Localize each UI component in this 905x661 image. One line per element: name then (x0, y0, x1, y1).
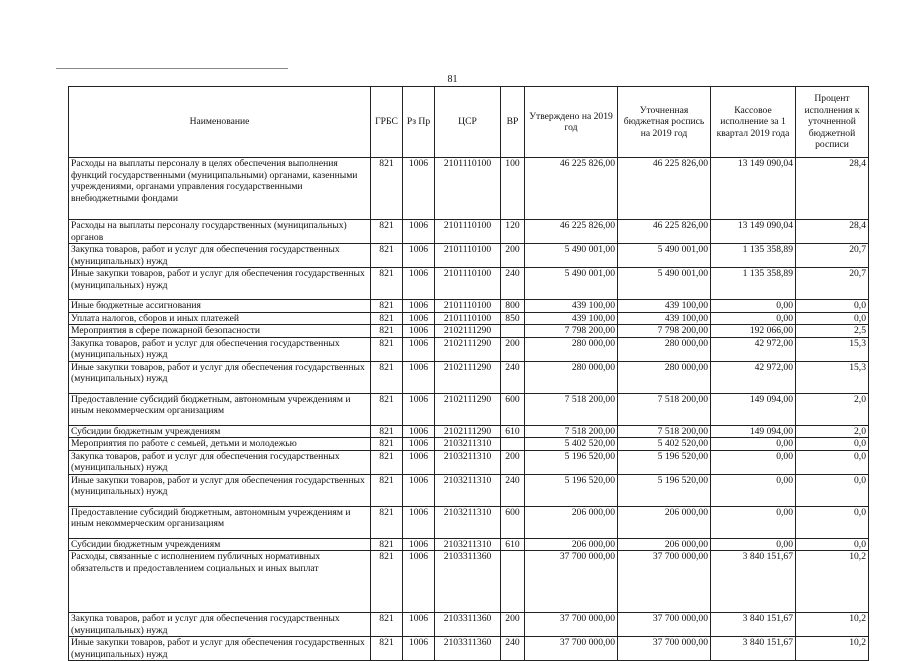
cell-csr: 2103211310 (435, 474, 501, 506)
table-row (69, 268, 869, 300)
cell-rzpr: 1006 (403, 613, 435, 637)
cell-grbs: 821 (371, 637, 403, 661)
cell-name: Иные закупки товаров, работ и услуг для обеспечения государственных (муниципальных) нужд (69, 268, 371, 300)
cell-refined: 5 490 001,00 (618, 244, 711, 268)
cell-refined: 439 100,00 (618, 300, 711, 313)
cell-percent: 2,0 (796, 425, 869, 438)
cell-grbs: 821 (371, 337, 403, 361)
cell-grbs: 821 (371, 393, 403, 425)
cell-vr: 200 (501, 244, 525, 268)
cell-rzpr: 1006 (403, 158, 435, 220)
cell-rzpr: 1006 (403, 244, 435, 268)
cell-grbs: 821 (371, 268, 403, 300)
cell-percent: 0,0 (796, 450, 869, 474)
cell-csr: 2101110100 (435, 312, 501, 325)
header-percent: Процент исполнения к уточненной бюджетной росписи (796, 87, 869, 158)
cell-grbs: 821 (371, 450, 403, 474)
cell-vr: 850 (501, 312, 525, 325)
cell-vr (501, 325, 525, 338)
cell-approved: 206 000,00 (525, 538, 618, 551)
cell-percent: 0,0 (796, 474, 869, 506)
cell-rzpr: 1006 (403, 506, 435, 538)
cell-percent: 0,0 (796, 300, 869, 313)
cell-cash: 42 972,00 (711, 337, 796, 361)
cell-cash: 0,00 (711, 538, 796, 551)
table-row (69, 613, 869, 637)
cell-name: Мероприятия по работе с семьей, детьми и молодежью (69, 438, 371, 451)
cell-cash: 13 149 090,04 (711, 158, 796, 220)
cell-percent: 28,4 (796, 220, 869, 244)
cell-name: Иные бюджетные ассигнования (69, 300, 371, 313)
cell-percent: 10,2 (796, 551, 869, 613)
cell-name: Расходы, связанные с исполнением публичных нормативных обязательств и предоставлением социальных и иных выплат (69, 551, 371, 613)
cell-refined: 5 196 520,00 (618, 450, 711, 474)
cell-rzpr: 1006 (403, 361, 435, 393)
cell-percent: 2,5 (796, 325, 869, 338)
cell-approved: 46 225 826,00 (525, 158, 618, 220)
cell-rzpr: 1006 (403, 220, 435, 244)
cell-approved: 37 700 000,00 (525, 613, 618, 637)
cell-approved: 5 490 001,00 (525, 268, 618, 300)
cell-approved: 5 402 520,00 (525, 438, 618, 451)
cell-refined: 5 402 520,00 (618, 438, 711, 451)
cell-name: Закупка товаров, работ и услуг для обеспечения государственных (муниципальных) нужд (69, 337, 371, 361)
cell-approved: 5 196 520,00 (525, 450, 618, 474)
cell-approved: 206 000,00 (525, 506, 618, 538)
cell-cash: 1 135 358,89 (711, 268, 796, 300)
cell-csr: 2101110100 (435, 158, 501, 220)
cell-refined: 206 000,00 (618, 538, 711, 551)
cell-percent: 2,0 (796, 393, 869, 425)
cell-name: Закупка товаров, работ и услуг для обеспечения государственных (муниципальных) нужд (69, 244, 371, 268)
cell-approved: 37 700 000,00 (525, 637, 618, 661)
cell-rzpr: 1006 (403, 438, 435, 451)
cell-approved: 7 798 200,00 (525, 325, 618, 338)
cell-percent: 10,2 (796, 637, 869, 661)
header-vr: ВР (501, 87, 525, 158)
cell-approved: 439 100,00 (525, 312, 618, 325)
table-row (69, 551, 869, 613)
cell-rzpr: 1006 (403, 300, 435, 313)
cell-csr: 2103311360 (435, 613, 501, 637)
cell-cash: 3 840 151,67 (711, 637, 796, 661)
cell-csr: 2102111290 (435, 425, 501, 438)
cell-percent: 10,2 (796, 613, 869, 637)
cell-cash: 0,00 (711, 312, 796, 325)
cell-csr: 2102111290 (435, 325, 501, 338)
cell-name: Предоставление субсидий бюджетным, автономным учреждениям и иным некоммерческим организациям (69, 506, 371, 538)
cell-csr: 2102111290 (435, 361, 501, 393)
header-refined: Уточненная бюджетная роспись на 2019 год (618, 87, 711, 158)
cell-refined: 7 518 200,00 (618, 425, 711, 438)
cell-rzpr: 1006 (403, 337, 435, 361)
table-row (69, 425, 869, 438)
cell-vr: 610 (501, 538, 525, 551)
cell-grbs: 821 (371, 312, 403, 325)
cell-rzpr: 1006 (403, 268, 435, 300)
cell-name: Закупка товаров, работ и услуг для обеспечения государственных (муниципальных) нужд (69, 613, 371, 637)
cell-name: Мероприятия в сфере пожарной безопасности (69, 325, 371, 338)
cell-approved: 5 490 001,00 (525, 244, 618, 268)
cell-approved: 7 518 200,00 (525, 425, 618, 438)
cell-percent: 20,7 (796, 268, 869, 300)
cell-grbs: 821 (371, 538, 403, 551)
table-row (69, 300, 869, 313)
cell-percent: 0,0 (796, 312, 869, 325)
header-csr: ЦСР (435, 87, 501, 158)
table-row (69, 337, 869, 361)
cell-vr (501, 438, 525, 451)
cell-csr: 2103211310 (435, 438, 501, 451)
cell-refined: 439 100,00 (618, 312, 711, 325)
cell-cash: 3 840 151,67 (711, 551, 796, 613)
cell-csr: 2101110100 (435, 220, 501, 244)
cell-vr: 240 (501, 361, 525, 393)
cell-vr: 240 (501, 637, 525, 661)
cell-name: Иные закупки товаров, работ и услуг для обеспечения государственных (муниципальных) нужд (69, 361, 371, 393)
table-row (69, 325, 869, 338)
cell-percent: 15,3 (796, 337, 869, 361)
cell-name: Иные закупки товаров, работ и услуг для обеспечения государственных (муниципальных) нужд (69, 637, 371, 661)
cell-name: Иные закупки товаров, работ и услуг для обеспечения государственных (муниципальных) нужд (69, 474, 371, 506)
cell-vr: 240 (501, 268, 525, 300)
cell-refined: 46 225 826,00 (618, 220, 711, 244)
cell-approved: 439 100,00 (525, 300, 618, 313)
table-row (69, 393, 869, 425)
header-cash: Кассовое исполнение за 1 квартал 2019 года (711, 87, 796, 158)
cell-refined: 37 700 000,00 (618, 613, 711, 637)
cell-grbs: 821 (371, 325, 403, 338)
cell-refined: 46 225 826,00 (618, 158, 711, 220)
cell-grbs: 821 (371, 551, 403, 613)
cell-grbs: 821 (371, 474, 403, 506)
cell-approved: 280 000,00 (525, 361, 618, 393)
table-row (69, 312, 869, 325)
cell-refined: 5 196 520,00 (618, 474, 711, 506)
cell-refined: 7 798 200,00 (618, 325, 711, 338)
cell-vr: 200 (501, 613, 525, 637)
cell-refined: 206 000,00 (618, 506, 711, 538)
cell-name: Расходы на выплаты персоналу в целях обеспечения выполнения функций государственными (муниципальными) органами, казенными учреждениями, органами управления государственными внебюджетными фондами (69, 158, 371, 220)
cell-cash: 192 066,00 (711, 325, 796, 338)
cell-percent: 28,4 (796, 158, 869, 220)
cell-rzpr: 1006 (403, 425, 435, 438)
cell-vr: 240 (501, 474, 525, 506)
cell-csr: 2103211310 (435, 450, 501, 474)
table-body (69, 158, 869, 661)
header-approved: Утверждено на 2019 год (525, 87, 618, 158)
header-name: Наименование (69, 87, 371, 158)
table-row (69, 244, 869, 268)
cell-approved: 5 196 520,00 (525, 474, 618, 506)
cell-refined: 280 000,00 (618, 361, 711, 393)
table-row (69, 361, 869, 393)
cell-name: Расходы на выплаты персоналу государственных (муниципальных) органов (69, 220, 371, 244)
cell-vr: 600 (501, 506, 525, 538)
table-row (69, 158, 869, 220)
cell-csr: 2102111290 (435, 337, 501, 361)
cell-grbs: 821 (371, 613, 403, 637)
cell-approved: 7 518 200,00 (525, 393, 618, 425)
cell-percent: 0,0 (796, 538, 869, 551)
cell-refined: 5 490 001,00 (618, 268, 711, 300)
cell-cash: 1 135 358,89 (711, 244, 796, 268)
cell-refined: 37 700 000,00 (618, 551, 711, 613)
cell-approved: 280 000,00 (525, 337, 618, 361)
cell-cash: 0,00 (711, 450, 796, 474)
cell-rzpr: 1006 (403, 637, 435, 661)
cell-name: Уплата налогов, сборов и иных платежей (69, 312, 371, 325)
cell-percent: 20,7 (796, 244, 869, 268)
cell-csr: 2102111290 (435, 393, 501, 425)
cell-grbs: 821 (371, 220, 403, 244)
cell-vr: 800 (501, 300, 525, 313)
budget-table (68, 86, 869, 661)
cell-rzpr: 1006 (403, 450, 435, 474)
header-rule (56, 68, 288, 69)
cell-rzpr: 1006 (403, 312, 435, 325)
cell-cash: 149 094,00 (711, 425, 796, 438)
cell-cash: 13 149 090,04 (711, 220, 796, 244)
cell-grbs: 821 (371, 300, 403, 313)
cell-csr: 2103311360 (435, 551, 501, 613)
table-row (69, 506, 869, 538)
cell-grbs: 821 (371, 158, 403, 220)
cell-csr: 2101110100 (435, 300, 501, 313)
cell-grbs: 821 (371, 506, 403, 538)
cell-name: Субсидии бюджетным учреждениям (69, 538, 371, 551)
cell-percent: 15,3 (796, 361, 869, 393)
cell-cash: 0,00 (711, 438, 796, 451)
cell-cash: 0,00 (711, 506, 796, 538)
cell-approved: 37 700 000,00 (525, 551, 618, 613)
cell-grbs: 821 (371, 438, 403, 451)
table-row (69, 637, 869, 661)
cell-vr: 200 (501, 337, 525, 361)
cell-vr: 120 (501, 220, 525, 244)
table-row (69, 474, 869, 506)
cell-vr: 200 (501, 450, 525, 474)
cell-grbs: 821 (371, 361, 403, 393)
cell-rzpr: 1006 (403, 393, 435, 425)
cell-name: Предоставление субсидий бюджетным, автономным учреждениям и иным некоммерческим организациям (69, 393, 371, 425)
cell-csr: 2101110100 (435, 244, 501, 268)
cell-name: Субсидии бюджетным учреждениям (69, 425, 371, 438)
table-row (69, 450, 869, 474)
cell-csr: 2103311360 (435, 637, 501, 661)
cell-csr: 2103211310 (435, 506, 501, 538)
cell-grbs: 821 (371, 244, 403, 268)
cell-cash: 3 840 151,67 (711, 613, 796, 637)
cell-vr: 600 (501, 393, 525, 425)
cell-vr: 100 (501, 158, 525, 220)
cell-refined: 37 700 000,00 (618, 637, 711, 661)
table-header-row (69, 87, 869, 158)
header-rzpr: Рз Пр (403, 87, 435, 158)
cell-name: Закупка товаров, работ и услуг для обеспечения государственных (муниципальных) нужд (69, 450, 371, 474)
cell-percent: 0,0 (796, 506, 869, 538)
cell-cash: 0,00 (711, 300, 796, 313)
cell-csr: 2101110100 (435, 268, 501, 300)
cell-csr: 2103211310 (435, 538, 501, 551)
table-row (69, 538, 869, 551)
cell-vr: 610 (501, 425, 525, 438)
cell-cash: 42 972,00 (711, 361, 796, 393)
cell-rzpr: 1006 (403, 474, 435, 506)
cell-cash: 149 094,00 (711, 393, 796, 425)
cell-refined: 7 518 200,00 (618, 393, 711, 425)
cell-rzpr: 1006 (403, 551, 435, 613)
cell-grbs: 821 (371, 425, 403, 438)
cell-percent: 0,0 (796, 438, 869, 451)
table-row (69, 438, 869, 451)
cell-refined: 280 000,00 (618, 337, 711, 361)
page-number: 81 (447, 74, 458, 85)
table-row (69, 220, 869, 244)
cell-vr (501, 551, 525, 613)
cell-approved: 46 225 826,00 (525, 220, 618, 244)
cell-rzpr: 1006 (403, 538, 435, 551)
cell-cash: 0,00 (711, 474, 796, 506)
cell-rzpr: 1006 (403, 325, 435, 338)
header-grbs: ГРБС (371, 87, 403, 158)
